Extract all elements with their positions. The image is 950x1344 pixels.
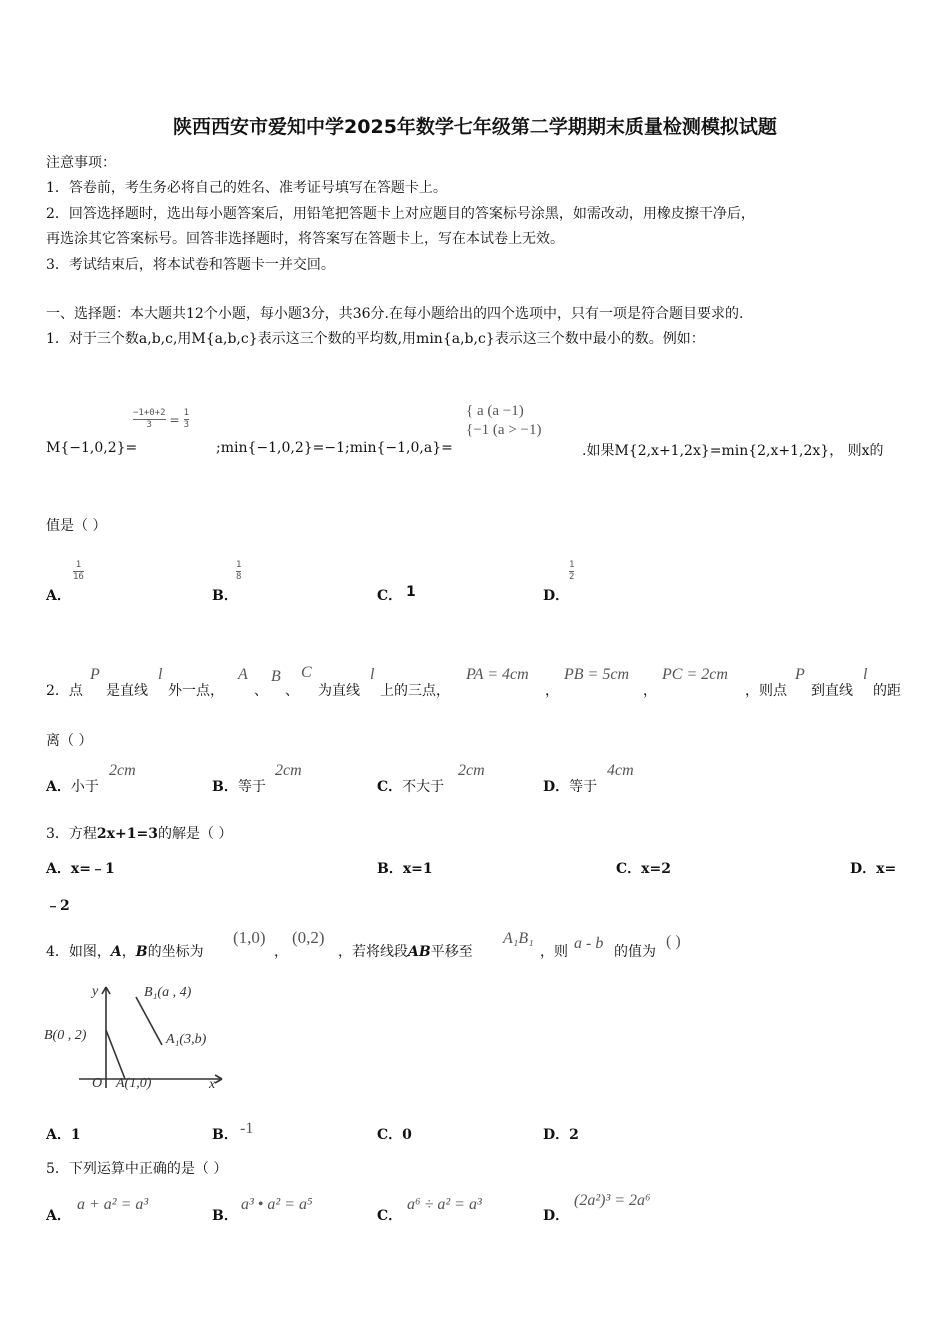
q5-option-b-label: B．: [212, 1208, 238, 1224]
q4-text: 的坐标为: [147, 944, 204, 960]
q4-option-a: [46, 1124, 81, 1144]
option-value: 0: [402, 1127, 412, 1143]
frac-den: 3: [146, 420, 152, 430]
option-value: 2: [569, 1127, 579, 1143]
origin-label: O: [92, 1076, 103, 1091]
q2-PA: PA = 4cm: [466, 666, 529, 683]
point-B1-label: B₁(a , 4): [144, 985, 192, 1000]
q5-option-a-value: a + a² = a³: [77, 1196, 149, 1213]
frac-num: 1: [75, 560, 82, 570]
q4-text-6: 的值为: [614, 944, 656, 960]
page-title: 陕西西安市爱知中学2025年数学七年级第二学期期末质量检测模拟试题: [173, 116, 777, 138]
frac-den: 8: [236, 572, 242, 582]
q2-sep: 、: [285, 683, 299, 699]
q2-text-2: 是直线: [106, 683, 148, 699]
q4-option-b-value: -1: [240, 1120, 254, 1137]
option-label: C．: [377, 779, 403, 795]
q2-option-b: [212, 776, 266, 796]
q5-option-d-value: (2a²)³ = 2a⁶: [574, 1192, 651, 1209]
q3-option-a: A．x=﹣1: [46, 861, 115, 877]
case-2: −1 (a > −1): [473, 422, 542, 438]
q1-fraction-image: [133, 408, 189, 431]
q2-option-d: [543, 776, 597, 796]
option-text: 等于: [237, 779, 266, 795]
q5-option-d-label: D．: [543, 1208, 570, 1224]
option-label: C．: [377, 1127, 403, 1143]
q2-comma: ，: [545, 683, 559, 699]
q2-line2: 离（ ）: [46, 733, 93, 749]
notice-item: 3．考试结束后，将本试卷和答题卡一并交回。: [46, 257, 335, 273]
equals: =: [169, 412, 180, 427]
q4-option-c: [377, 1124, 412, 1144]
q4-text: [338, 941, 473, 961]
q2-option-a: [46, 776, 99, 796]
q4-option-b-label: B．: [212, 1127, 238, 1143]
q2-option-a-value: 2cm: [109, 762, 136, 779]
q4-text-4: 平移至: [430, 944, 473, 960]
q3-option-d: D．x=: [850, 861, 897, 877]
q4-expr: a - b: [574, 935, 604, 952]
q3-prefix: 3．方程: [46, 826, 97, 842]
q1-tail: .如果M{2,x+1,2x}=min{2,x+1,2x}， 则x的: [582, 443, 884, 459]
q2-PC: PC = 2cm: [662, 666, 728, 683]
option-label: D．: [543, 779, 570, 795]
q5-option-b-value: a³ • a² = a⁵: [241, 1196, 313, 1213]
notice-item: 2．回答选择题时，选出每小题答案后，用铅笔把答题卡上对应题目的答案标号涂黑，如需改动，用橡皮擦干净后，: [46, 206, 755, 222]
q2-P: P: [90, 666, 100, 683]
section-heading: 一、选择题：本大题共12个小题，每小题3分，共36分.在每小题给出的四个选项中，只有一项是符合题目要求的.: [46, 306, 744, 322]
q2-PB: PB = 5cm: [564, 666, 629, 683]
notice-item: 再选涂其它答案标号。回答非选择题时，将答案写在答题卡上，写在本试卷上无效。: [46, 231, 564, 247]
frac-den: 16: [73, 572, 84, 582]
q4-A: A: [110, 944, 122, 960]
point-A1-label: A₁(3,b): [166, 1032, 207, 1047]
frac-den: 3: [183, 420, 189, 430]
point-B-label: B(0 , 2): [44, 1028, 87, 1043]
q4-comma: ，: [121, 944, 136, 960]
q5-option-c-label: C．: [377, 1208, 403, 1224]
option-label: A．: [46, 779, 71, 795]
q1-option-a-value: [73, 555, 84, 583]
q2-text-4: 为直线: [318, 683, 360, 699]
segment-A1B1: [136, 997, 162, 1045]
q4-coord-b: (0,2): [292, 928, 325, 947]
q1-option-d-value: [569, 555, 574, 583]
q2-text-5: 上的三点，: [380, 683, 450, 699]
q3-stem: [46, 823, 232, 843]
q2-option-c: [377, 776, 444, 796]
q4-answer-paren: ( ): [666, 933, 681, 950]
q1-option-c-value: 1: [406, 584, 416, 600]
q2-text-1: 2．点: [46, 683, 83, 699]
q1-option-d-label: D．: [543, 588, 570, 604]
q2-l: l: [863, 666, 868, 683]
q4-segment: AB: [408, 944, 431, 960]
q2-text-6: ，则点: [745, 683, 787, 699]
q2-P: P: [795, 666, 805, 683]
q4-coord-a: (1,0): [233, 928, 266, 947]
q2-option-d-value: 4cm: [607, 762, 634, 779]
option-value: 1: [70, 1127, 81, 1143]
case-1: a (a −1): [476, 403, 524, 419]
x-axis-label: x: [209, 1077, 216, 1092]
q1-m-label: M{−1,0,2}=: [46, 440, 138, 456]
option-text: 等于: [569, 779, 598, 795]
q1-option-c-label: C．: [377, 588, 403, 604]
q1-option-b-value: [236, 555, 241, 583]
q3-option-b: B．x=1: [377, 861, 433, 877]
segment-AB: [106, 1030, 125, 1079]
q1-line3: 值是（ ）: [46, 518, 107, 534]
q5-stem: 5．下列运算中正确的是（ ）: [46, 1161, 228, 1177]
q3-equation: 2x+1=3: [96, 826, 158, 842]
option-label: B．: [212, 779, 238, 795]
q5-option-c-value: a⁶ ÷ a² = a³: [407, 1196, 482, 1213]
q4-text: 4．如图，: [46, 944, 111, 960]
q2-sep: 、: [254, 683, 268, 699]
q2-option-b-value: 2cm: [275, 762, 302, 779]
q1-piecewise-image: { a (a −1) {−1 (a > −1): [466, 403, 542, 438]
notice-item: 1．答卷前，考生务必将自己的姓名、准考证号填写在答题卡上。: [46, 180, 447, 196]
frac-num: 1: [236, 560, 242, 570]
q2-C: C: [301, 664, 312, 681]
frac-num: 1: [183, 408, 189, 418]
q4-text-5: ，则: [540, 944, 568, 960]
q4-option-d: [543, 1124, 579, 1144]
option-label: D．: [543, 1127, 570, 1143]
q2-option-c-value: 2cm: [458, 762, 485, 779]
q3-suffix: 的解是（ ）: [157, 826, 233, 842]
q2-text-3: 外一点，: [168, 683, 224, 699]
q2-A: A: [238, 666, 248, 683]
q4-stem: [46, 941, 204, 961]
q4-comma: ，: [274, 944, 288, 960]
notice-heading: 注意事项：: [46, 155, 116, 171]
q2-text-8: 的距: [873, 683, 901, 699]
q4-B: B: [135, 944, 148, 960]
q5-option-a-label: A．: [46, 1208, 71, 1224]
q4-a1b1: A₁B₁: [503, 930, 534, 947]
option-label: A．: [46, 1127, 71, 1143]
q2-l: l: [158, 666, 163, 683]
q4-coordinate-figure: [40, 975, 230, 1095]
q1-option-b-label: B．: [212, 588, 238, 604]
option-text: 不大于: [402, 779, 445, 795]
y-axis-label: y: [92, 984, 99, 999]
frac-den: 2: [569, 572, 575, 582]
q1-stem: 1．对于三个数a,b,c,用M{a,b,c}表示这三个数的平均数,用min{a,b,c}表示这三个数中最小的数。例如：: [46, 331, 705, 347]
q1-option-a-label: A．: [46, 588, 71, 604]
q3-option-c: C．x=2: [616, 861, 671, 877]
point-A-label: A(1,0): [116, 1076, 152, 1091]
frac-num: 1: [569, 560, 575, 570]
frac-num: −1+0+2: [133, 408, 166, 418]
q1-min-text: ;min{−1,0,2}=−1;min{−1,0,a}=: [216, 440, 453, 456]
q2-text-7: 到直线: [811, 683, 853, 699]
q4-text-3: ，若将线段: [338, 944, 408, 960]
q2-l: l: [370, 666, 375, 683]
q3-option-d-wrap: ﹣2: [46, 898, 70, 914]
q2-comma: ，: [643, 683, 657, 699]
option-text: 小于: [70, 779, 99, 795]
q2-B: B: [271, 668, 281, 685]
